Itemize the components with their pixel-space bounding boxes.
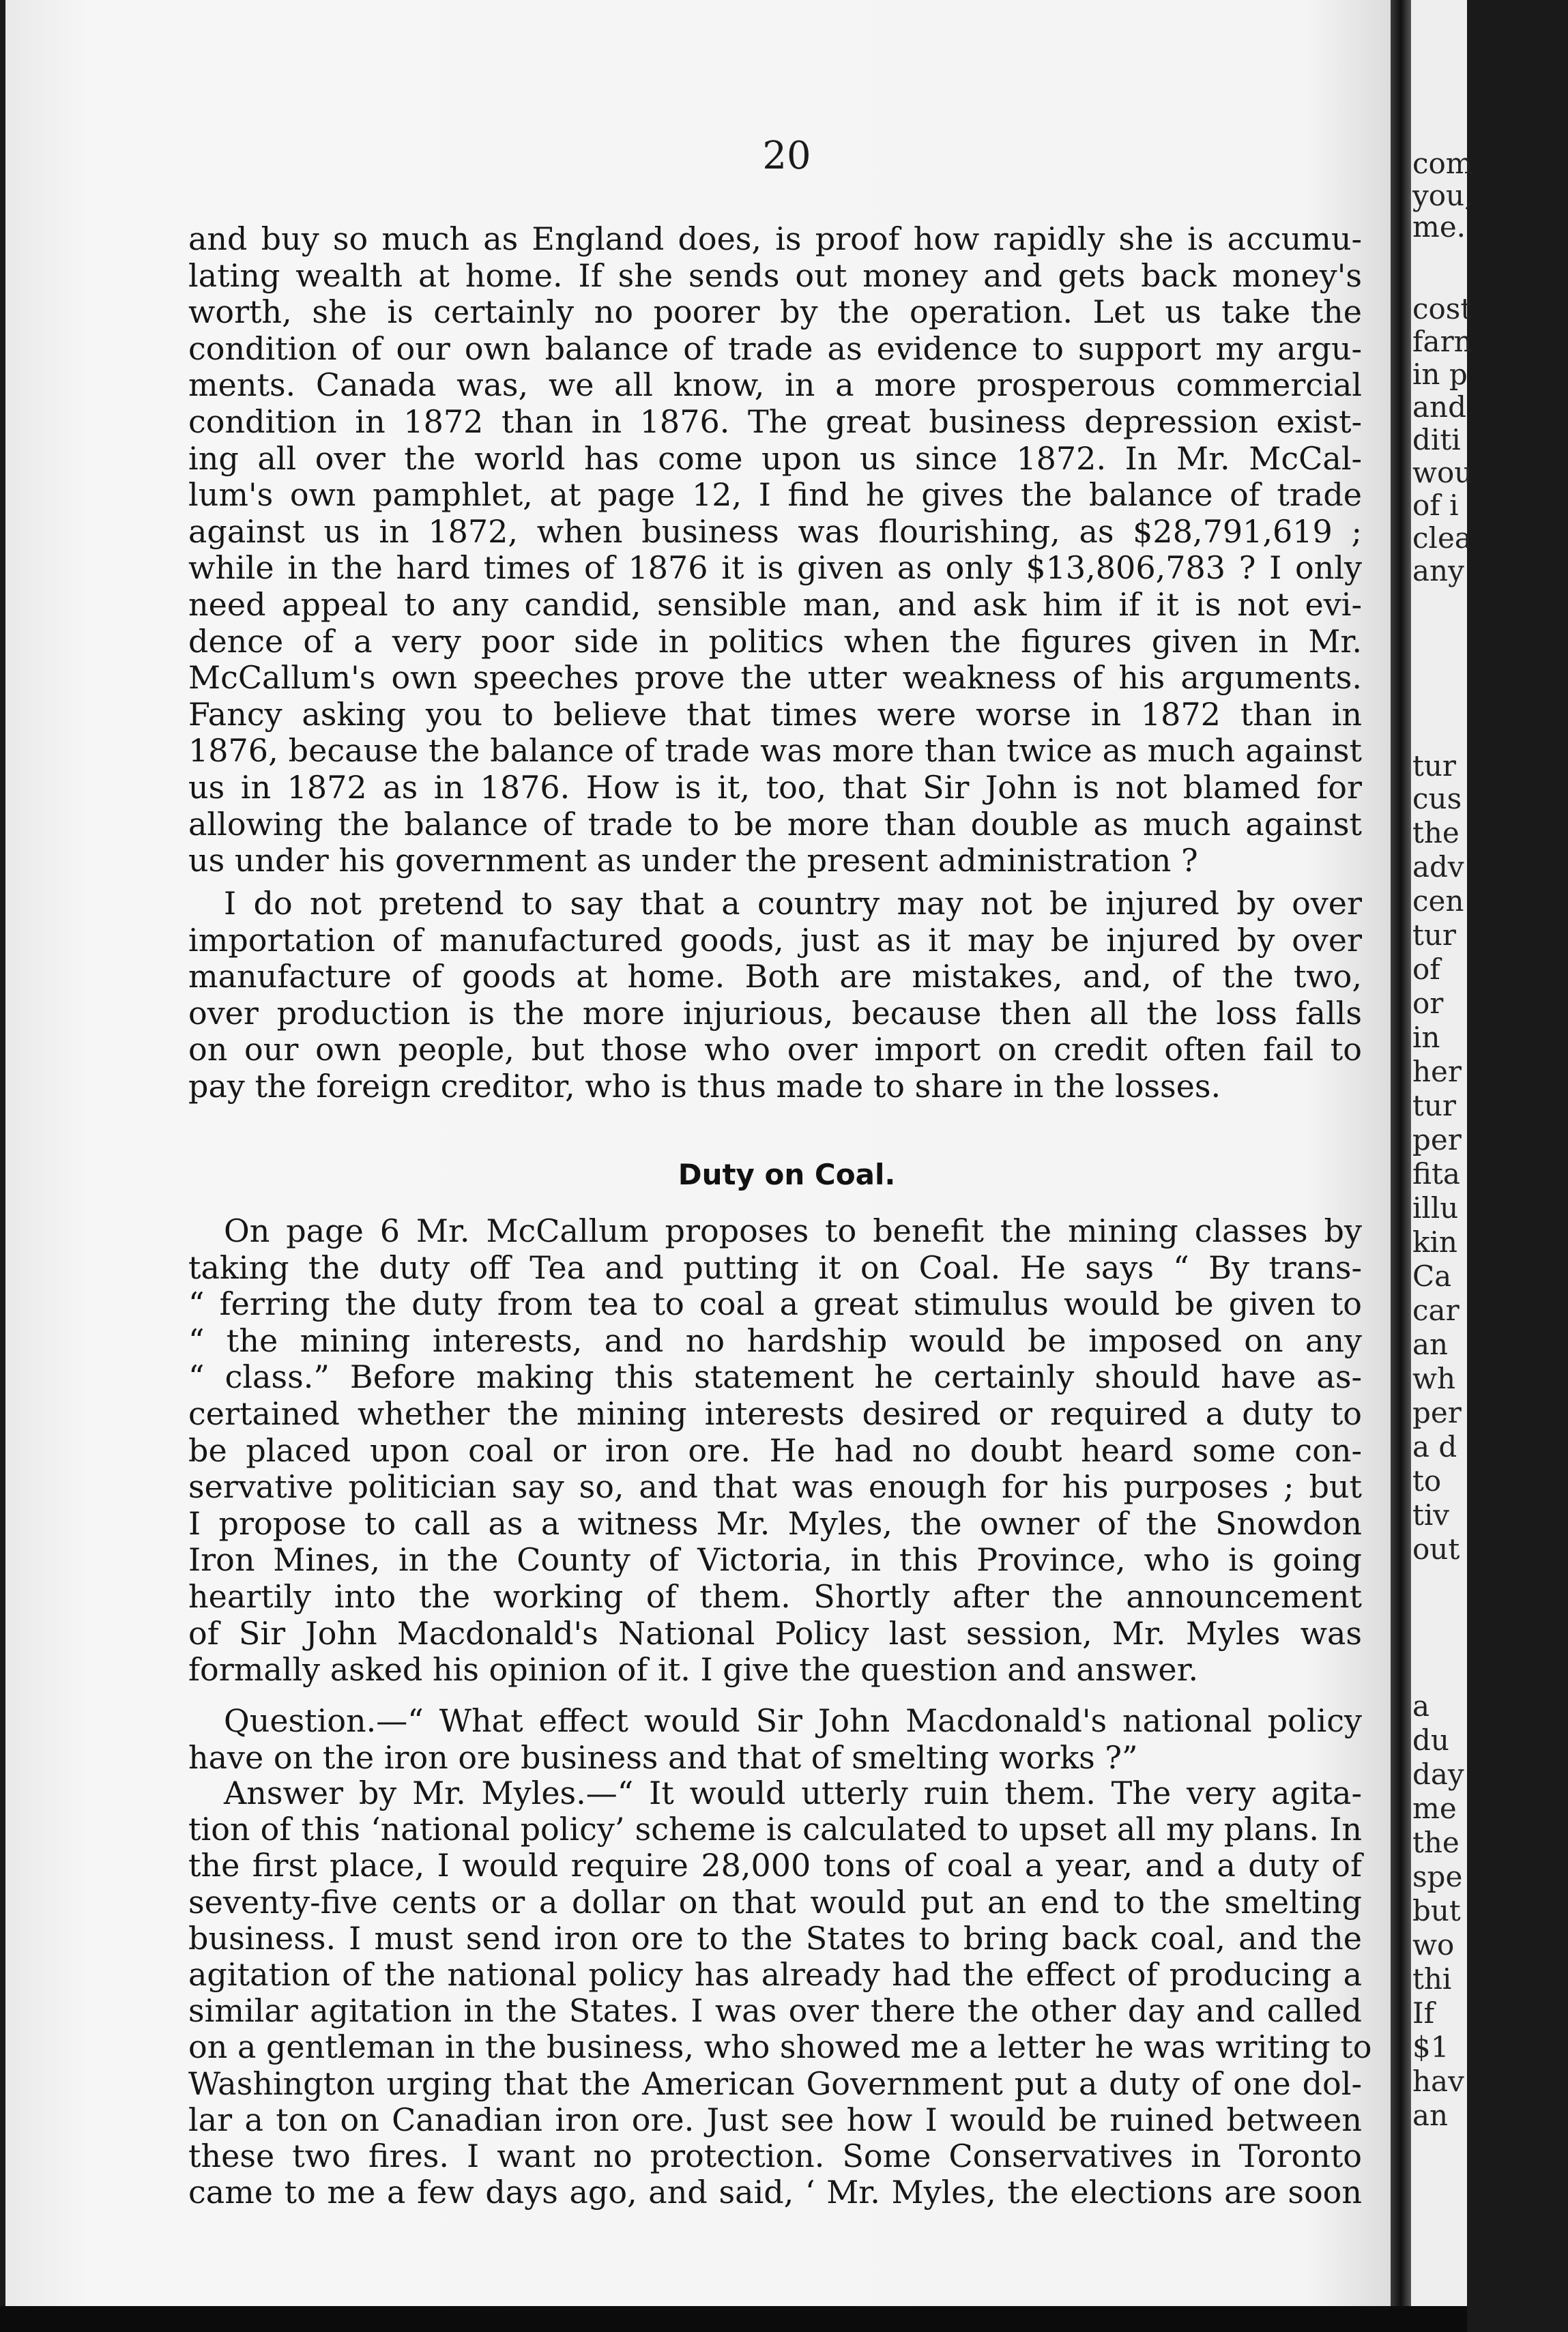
adjacent-page-text: tur — [1412, 749, 1457, 783]
adjacent-page-text: car — [1412, 1294, 1460, 1327]
text-line: pay the foreign creditor, who is thus made to share in the losses. — [188, 1068, 1221, 1105]
text-line: heartily into the working of them. Shortly after the announcement — [188, 1578, 1362, 1615]
text-line: “ class.” Before making this statement he certainly should have as- — [188, 1358, 1362, 1396]
adjacent-page-text: Ca — [1412, 1259, 1452, 1293]
adjacent-page-text: her — [1412, 1055, 1462, 1088]
adjacent-page-text: but — [1412, 1894, 1461, 1927]
text-line: the first place, I would require 28,000 tons of coal a year, and a duty of — [188, 1847, 1362, 1884]
text-line: agitation of the national policy has already had the effect of producing a — [188, 1956, 1362, 1993]
text-line: while in the hard times of 1876 it is given as only $13,806,783 ? I only — [188, 549, 1362, 587]
text-line: condition in 1872 than in 1876. The great business depression exist- — [188, 403, 1362, 440]
text-line: seventy-five cents or a dollar on that would put an end to the smelting — [188, 1883, 1362, 1921]
adjacent-page-text: wh — [1412, 1362, 1455, 1395]
text-line: us in 1872 as in 1876. How is it, too, that Sir John is not blamed for — [188, 769, 1362, 806]
adjacent-page-text: com — [1412, 147, 1473, 180]
text-line: came to me a few days ago, and said, ‘ Mr. Myles, the elections are soon — [188, 2174, 1362, 2211]
adjacent-page-text: per — [1412, 1396, 1462, 1429]
adjacent-page-text: out — [1412, 1532, 1460, 1566]
text-line: have on the iron ore business and that of smelting works ?” — [188, 1738, 1138, 1776]
text-line: against us in 1872, when business was flourishing, as $28,791,619 ; — [188, 512, 1362, 550]
adjacent-page-text: any — [1412, 554, 1464, 587]
text-line: lar a ton on Canadian iron ore. Just see how I would be ruined between — [188, 2101, 1362, 2138]
text-line: Iron Mines, in the County of Victoria, in this Province, who is going — [188, 1541, 1362, 1579]
adjacent-page-text: or — [1412, 987, 1444, 1020]
text-line: allowing the balance of trade to be more than double as much against — [188, 805, 1362, 843]
adjacent-page-text: an — [1412, 1328, 1449, 1361]
adjacent-page-text: du — [1412, 1723, 1449, 1757]
adjacent-page-text: illu — [1412, 1191, 1459, 1225]
adjacent-page-text: thi — [1412, 1962, 1452, 1996]
section-heading: Duty on Coal. — [678, 1158, 896, 1191]
text-line: taking the duty off Tea and putting it on Coal. He says “ By trans- — [188, 1249, 1362, 1286]
adjacent-page-text: cost — [1412, 292, 1472, 325]
text-line: of Sir John Macdonald's National Policy last session, Mr. Myles was — [188, 1614, 1362, 1652]
text-line: “ ferring the duty from tea to coal a great stimulus would be given to — [188, 1285, 1362, 1323]
book-gutter — [1391, 0, 1411, 2306]
adjacent-page-text: If — [1412, 1996, 1435, 2030]
text-line: dence of a very poor side in politics when the figures given in Mr. — [188, 622, 1362, 660]
text-line: formally asked his opinion of it. I give the question and answer. — [188, 1651, 1199, 1689]
adjacent-page-text: me — [1412, 1792, 1457, 1825]
adjacent-page-text: tiv — [1412, 1498, 1450, 1532]
text-line: on our own people, but those who over import on credit often fail to — [188, 1031, 1362, 1068]
text-line: certained whether the mining interests desired or required a duty to — [188, 1395, 1362, 1432]
adjacent-page-text: cen — [1412, 884, 1464, 918]
text-line: I propose to call as a witness Mr. Myles, the owner of the Snowdon — [188, 1504, 1362, 1542]
adjacent-page-text: the — [1412, 816, 1460, 849]
text-line: worth, she is certainly no poorer by the operation. Let us take the — [188, 293, 1362, 331]
adjacent-page-text: adv — [1412, 850, 1464, 884]
page-number: 20 — [762, 134, 811, 178]
text-line: these two fires. I want no protection. Some Conservatives in Toronto — [188, 2138, 1362, 2174]
text-line: 1876, because the balance of trade was more than twice as much against — [188, 732, 1362, 770]
adjacent-page-text: the — [1412, 1826, 1460, 1859]
text-line: ing all over the world has come upon us since 1872. In Mr. McCal- — [188, 439, 1362, 477]
adjacent-page-fragment — [1411, 0, 1474, 2306]
adjacent-page-text: wo — [1412, 1928, 1455, 1962]
text-line: ments. Canada was, we all know, in a more prosperous commercial — [188, 366, 1362, 404]
adjacent-page-text: kin — [1412, 1225, 1457, 1259]
adjacent-page-text: tur — [1412, 918, 1457, 952]
text-line: and buy so much as England does, is proof how rapidly she is accumu- — [188, 220, 1362, 257]
adjacent-page-text: diti — [1412, 423, 1461, 456]
text-line: Washington urging that the American Government put a duty of one dol- — [188, 2065, 1362, 2102]
text-line: need appeal to any candid, sensible man, and ask him if it is not evi- — [188, 586, 1362, 623]
text-line: on a gentleman in the business, who showed me a letter he was writing to — [188, 2028, 1372, 2066]
text-line: I do not pretend to say that a country may not be injured by over — [224, 885, 1362, 922]
text-line: importation of manufactured goods, just as it may be injured by over — [188, 921, 1362, 959]
adjacent-page-text: spe — [1412, 1860, 1463, 1893]
text-line: Question.—“ What effect would Sir John Macdonald's national policy — [224, 1702, 1362, 1739]
text-line: “ the mining interests, and no hardship would be imposed on any — [188, 1322, 1362, 1359]
scan-edge — [0, 2306, 1467, 2332]
adjacent-page-text: tur — [1412, 1089, 1457, 1122]
adjacent-page-text: $1 — [1412, 2030, 1449, 2064]
adjacent-page-text: hav — [1412, 2065, 1464, 2098]
adjacent-page-text: per — [1412, 1123, 1462, 1156]
adjacent-page-text: in — [1412, 1021, 1440, 1054]
text-line: business. I must send iron ore to the States to bring back coal, and the — [188, 1919, 1362, 1957]
text-line: On page 6 Mr. McCallum proposes to benefit the mining classes by — [224, 1212, 1362, 1249]
text-line: us under his government as under the present administration ? — [188, 842, 1198, 879]
adjacent-page-text: of — [1412, 952, 1440, 986]
text-line: lating wealth at home. If she sends out money and gets back money's — [188, 257, 1362, 294]
text-line: tion of this ‘national policy’ scheme is calculated to upset all my plans. In — [188, 1811, 1362, 1848]
text-line: lum's own pamphlet, at page 12, I find he gives the balance of trade — [188, 476, 1362, 514]
adjacent-page-text: farn — [1412, 325, 1472, 358]
text-line: manufacture of goods at home. Both are mistakes, and, of the two, — [188, 958, 1362, 995]
adjacent-page-text: clea — [1412, 521, 1472, 555]
adjacent-page-text: wou — [1412, 456, 1473, 489]
adjacent-page-text: you, — [1412, 179, 1474, 212]
adjacent-page-text: to — [1412, 1464, 1442, 1498]
text-line: Answer by Mr. Myles.—“ It would utterly ruin them. The very agita- — [224, 1775, 1362, 1811]
adjacent-page-text: me. — [1412, 210, 1466, 244]
adjacent-page-text: fita — [1412, 1157, 1460, 1191]
adjacent-page-text: in p — [1412, 358, 1468, 391]
book-page — [5, 0, 1391, 2306]
adjacent-page-text: a — [1412, 1689, 1430, 1723]
text-line: be placed upon coal or iron ore. He had no doubt heard some con- — [188, 1431, 1362, 1469]
adjacent-page-text: day — [1412, 1758, 1464, 1791]
text-line: servative politician say so, and that was enough for his purposes ; but — [188, 1468, 1362, 1506]
adjacent-page-text: cus — [1412, 782, 1462, 815]
adjacent-page-text: a d — [1412, 1430, 1457, 1463]
text-line: McCallum's own speeches prove the utter weakness of his arguments. — [188, 659, 1362, 697]
text-line: Fancy asking you to believe that times were worse in 1872 than in — [188, 695, 1362, 733]
text-line: over production is the more injurious, because then all the loss falls — [188, 994, 1362, 1032]
text-line: condition of our own balance of trade as evidence to support my argu- — [188, 330, 1362, 367]
adjacent-page-text: of i — [1412, 489, 1459, 522]
adjacent-page-text: an — [1412, 2099, 1449, 2132]
text-line: similar agitation in the States. I was over there the other day and called — [188, 1992, 1362, 2030]
adjacent-page-text: and — [1412, 390, 1466, 424]
